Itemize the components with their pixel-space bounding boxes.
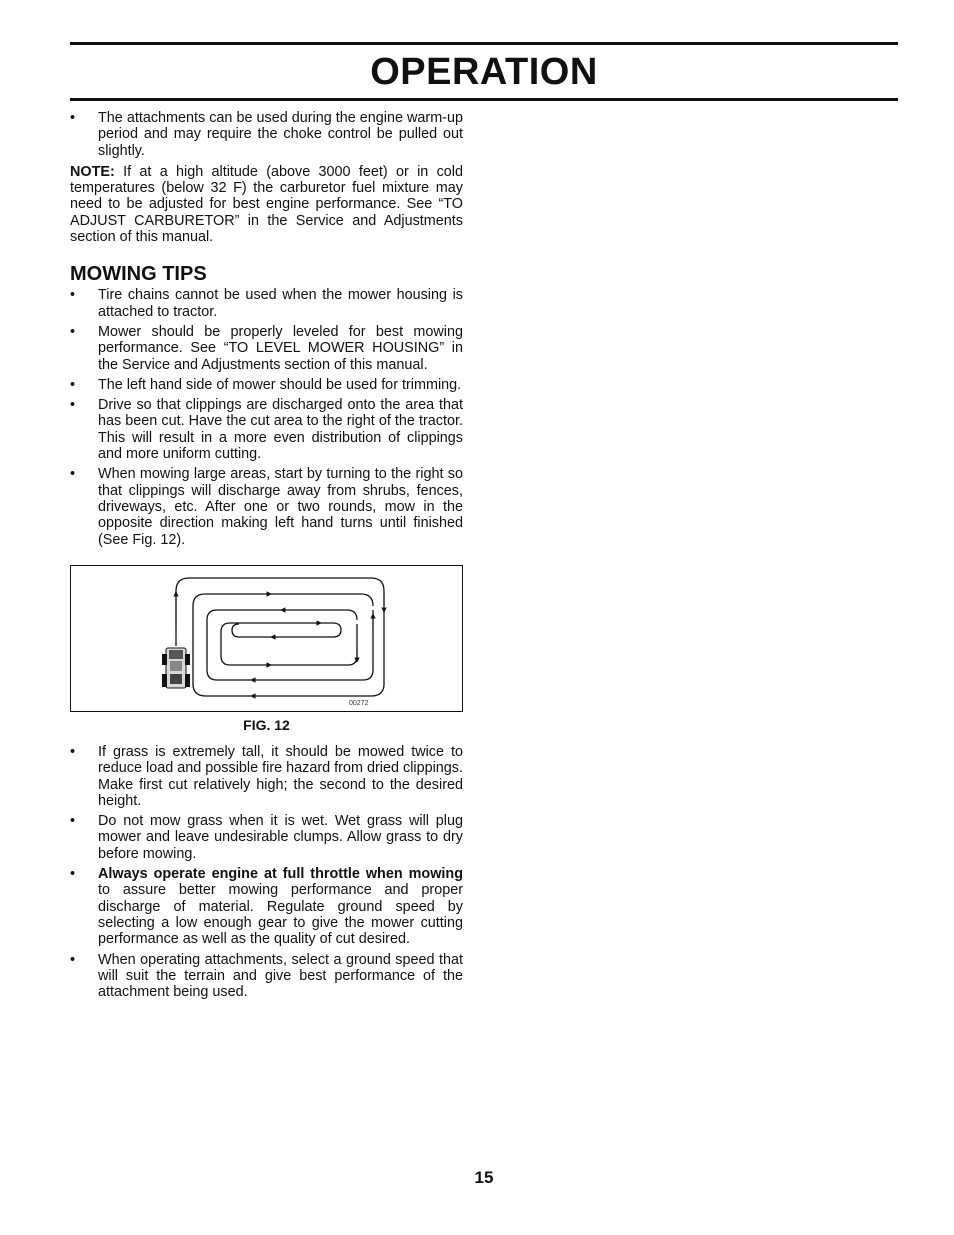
- list-item: • The left hand side of mower should be used for trimming.: [70, 377, 463, 393]
- top-rule: [70, 42, 898, 45]
- mowing-pattern-diagram: [71, 566, 462, 711]
- page-title: OPERATION: [370, 51, 598, 93]
- list-item: • If grass is extremely tall, it should be mowed twice to reduce load and possible fire hazard from dried clippings. Make first cut relatively high; the second to the desired height.: [70, 744, 463, 809]
- list-item: • Always operate engine at full throttle when mowing to assure better mowing performance and proper discharge of material. Regulate ground speed by selecting a low enough gear to give the mower cutting performance as well as the quality of cut desired.: [70, 866, 463, 947]
- mowing-tips-list: [70, 287, 463, 547]
- upper-column: [70, 110, 463, 552]
- figure-code: 00272: [349, 700, 369, 707]
- list-item: • Tire chains cannot be used when the mower housing is attached to tractor.: [70, 287, 463, 320]
- title-underline: [70, 98, 898, 101]
- more-tips-list: [70, 744, 463, 1000]
- page-number: 15: [474, 1168, 494, 1187]
- section-heading-mowing-tips: MOWING TIPS: [70, 263, 207, 286]
- note-text: If at a high altitude (above 3000 feet) or in cold temperatures (below 32 F) the carburetor fuel mixture may need to be adjusted for best engine performance. See “TO ADJUST CARBURETOR” in the Service and Adjustments section of this manual.: [70, 163, 463, 246]
- list-item: • Drive so that clippings are discharged onto the area that has been cut. Have the cut area to the right of the tractor. This will result in a more even distribution of clippings and more uniform cutting.: [70, 397, 463, 462]
- list-item: • When operating attachments, select a ground speed that will suit the terrain and give best performance of the attachment being used.: [70, 952, 463, 1001]
- intro-bullet-list: [70, 110, 463, 159]
- tractor-icon: [162, 648, 190, 688]
- list-item: • Mower should be properly leveled for best mowing performance. See “TO LEVEL MOWER HOUSING” in the Service and Adjustments section of this manual.: [70, 324, 463, 373]
- inner-loop: [221, 623, 357, 665]
- bold-emphasis: Always operate engine at full throttle when mowing: [98, 866, 463, 883]
- list-item: • When mowing large areas, start by turning to the right so that clippings will discharge away from shrubs, fences, driveways, etc. After one or two rounds, mow in the opposite direction making left hand turns until finished (See Fig. 12).: [70, 466, 463, 547]
- list-item: • Do not mow grass when it is wet. Wet grass will plug mower and leave undesirable clumps. Allow grass to dry before mowing.: [70, 813, 463, 862]
- note-paragraph: [70, 164, 463, 245]
- mowing-pattern-figure: [70, 565, 463, 712]
- list-item: • The attachments can be used during the engine warm-up period and may require the choke control be pulled out slightly.: [70, 110, 463, 159]
- note-label: NOTE:: [70, 163, 115, 180]
- lower-column: [70, 744, 463, 1004]
- figure-caption: FIG. 12: [243, 717, 290, 733]
- third-loop: [207, 610, 373, 680]
